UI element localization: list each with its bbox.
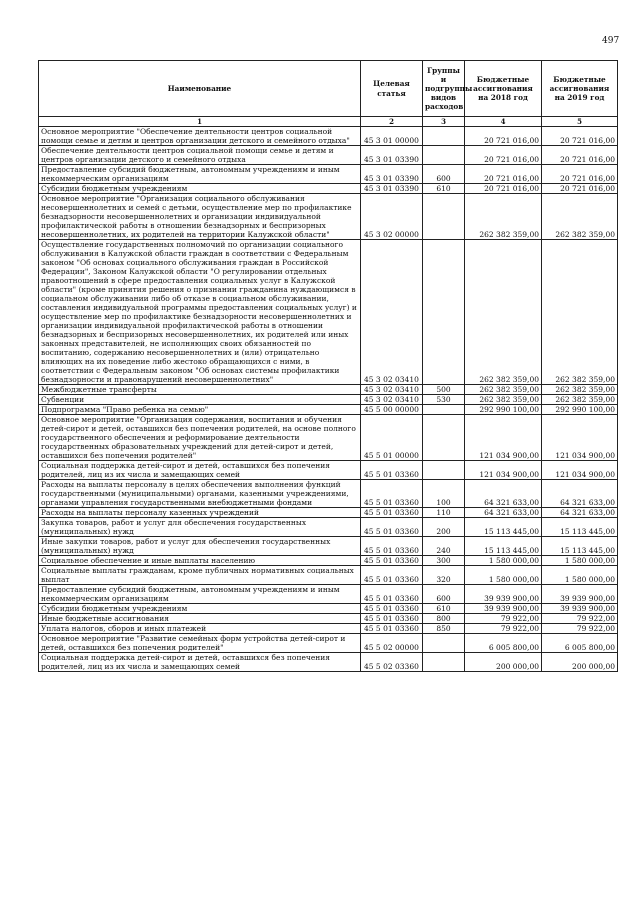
row-amount-2019: 262 382 359,00 <box>542 194 618 240</box>
header-2019: Бюджетные ассигнования на 2019 год <box>542 61 618 117</box>
row-amount-2018: 262 382 359,00 <box>465 240 542 385</box>
row-amount-2018: 20 721 016,00 <box>465 165 542 184</box>
header-row <box>39 61 618 117</box>
row-expense-group: 100 <box>423 480 465 508</box>
row-expense-group: 610 <box>423 184 465 194</box>
row-amount-2019: 20 721 016,00 <box>542 165 618 184</box>
row-target-code: 45 3 01 03390 <box>361 146 423 165</box>
row-expense-group <box>423 240 465 385</box>
table-row <box>39 395 618 405</box>
table-row <box>39 405 618 415</box>
row-target-code: 45 5 01 03360 <box>361 518 423 537</box>
row-name: Социальное обеспечение и иные выплаты населению <box>39 556 361 566</box>
budget-table <box>38 60 618 672</box>
row-name: Предоставление субсидий бюджетным, автономным учреждениям и иным некоммерческим организациям <box>39 585 361 604</box>
table-row <box>39 184 618 194</box>
row-amount-2019: 1 580 000,00 <box>542 556 618 566</box>
row-target-code: 45 3 02 03410 <box>361 385 423 395</box>
row-name: Иные бюджетные ассигнования <box>39 614 361 624</box>
column-number-row <box>39 117 618 127</box>
row-target-code: 45 5 02 00000 <box>361 634 423 653</box>
row-name: Социальная поддержка детей-сирот и детей, оставшихся без попечения родителей, лиц из их числа и замещающих семей <box>39 461 361 480</box>
row-name: Основное мероприятие "Развитие семейных форм устройства детей-сирот и детей, оставшихся без попечения родителей" <box>39 634 361 653</box>
row-target-code: 45 3 01 00000 <box>361 127 423 146</box>
row-target-code: 45 5 01 03360 <box>361 480 423 508</box>
row-amount-2019: 20 721 016,00 <box>542 127 618 146</box>
row-target-code: 45 5 01 03360 <box>361 537 423 556</box>
table-row <box>39 240 618 385</box>
row-amount-2019: 262 382 359,00 <box>542 395 618 405</box>
row-amount-2019: 292 990 100,00 <box>542 405 618 415</box>
row-name: Уплата налогов, сборов и иных платежей <box>39 624 361 634</box>
row-expense-group <box>423 653 465 672</box>
table-row <box>39 604 618 614</box>
row-amount-2018: 39 939 900,00 <box>465 585 542 604</box>
row-amount-2019: 121 034 900,00 <box>542 461 618 480</box>
table-row <box>39 556 618 566</box>
row-target-code: 45 5 00 00000 <box>361 405 423 415</box>
row-target-code: 45 3 02 00000 <box>361 194 423 240</box>
row-target-code: 45 5 01 03360 <box>361 566 423 585</box>
row-expense-group: 610 <box>423 604 465 614</box>
row-name: Субвенции <box>39 395 361 405</box>
row-amount-2019: 262 382 359,00 <box>542 385 618 395</box>
row-amount-2018: 262 382 359,00 <box>465 385 542 395</box>
row-amount-2018: 20 721 016,00 <box>465 184 542 194</box>
row-target-code: 45 5 01 03360 <box>361 585 423 604</box>
column-number: 4 <box>465 117 542 127</box>
row-amount-2019: 79 922,00 <box>542 614 618 624</box>
row-target-code: 45 3 02 03410 <box>361 240 423 385</box>
row-amount-2019: 6 005 800,00 <box>542 634 618 653</box>
row-name: Подпрограмма "Право ребенка на семью" <box>39 405 361 415</box>
table-row <box>39 537 618 556</box>
row-name: Социальные выплаты гражданам, кроме публичных нормативных социальных выплат <box>39 566 361 585</box>
row-expense-group: 320 <box>423 566 465 585</box>
row-amount-2018: 15 113 445,00 <box>465 518 542 537</box>
row-amount-2018: 39 939 900,00 <box>465 604 542 614</box>
row-target-code: 45 5 01 00000 <box>361 415 423 461</box>
row-expense-group: 850 <box>423 624 465 634</box>
row-target-code: 45 5 01 03360 <box>361 614 423 624</box>
table-row <box>39 194 618 240</box>
column-number: 3 <box>423 117 465 127</box>
table-row <box>39 634 618 653</box>
row-amount-2019: 262 382 359,00 <box>542 240 618 385</box>
row-amount-2019: 15 113 445,00 <box>542 537 618 556</box>
table-row <box>39 518 618 537</box>
row-expense-group: 300 <box>423 556 465 566</box>
table-row <box>39 624 618 634</box>
table-row <box>39 385 618 395</box>
row-name: Основное мероприятие "Обеспечение деятельности центров социальной помощи семье и детям и центров организации детского и семейного отдыха" <box>39 127 361 146</box>
row-amount-2018: 121 034 900,00 <box>465 415 542 461</box>
row-expense-group <box>423 415 465 461</box>
row-amount-2019: 20 721 016,00 <box>542 146 618 165</box>
row-amount-2019: 15 113 445,00 <box>542 518 618 537</box>
row-amount-2018: 15 113 445,00 <box>465 537 542 556</box>
column-number: 5 <box>542 117 618 127</box>
row-expense-group: 500 <box>423 385 465 395</box>
row-expense-group <box>423 461 465 480</box>
table-row <box>39 480 618 508</box>
row-name: Основное мероприятие "Организация содержания, воспитания и обучения детей-сирот и детей, оставшихся без попечения родителей, на основе полного государственного обеспечения и реформирование деятельности государственных образовательных учреждений для детей-сирот и детей, оставшихся без попечения родителей" <box>39 415 361 461</box>
row-amount-2018: 1 580 000,00 <box>465 566 542 585</box>
row-expense-group: 110 <box>423 508 465 518</box>
row-name: Социальная поддержка детей-сирот и детей, оставшихся без попечения родителей, лиц из их числа и замещающих семей <box>39 653 361 672</box>
row-target-code: 45 3 02 03410 <box>361 395 423 405</box>
row-amount-2018: 20 721 016,00 <box>465 127 542 146</box>
header-groups: Группы и подгруппы видов расходов <box>423 61 465 117</box>
row-amount-2019: 64 321 633,00 <box>542 480 618 508</box>
column-number: 1 <box>39 117 361 127</box>
row-name: Расходы на выплаты персоналу в целях обеспечения выполнения функций государственными (муниципальными) органами, казенными учреждениями, органами управления государственными внебюджетными фондами <box>39 480 361 508</box>
row-amount-2019: 1 580 000,00 <box>542 566 618 585</box>
row-expense-group: 600 <box>423 585 465 604</box>
row-name: Закупка товаров, работ и услуг для обеспечения государственных (муниципальных) нужд <box>39 518 361 537</box>
row-amount-2018: 64 321 633,00 <box>465 480 542 508</box>
row-expense-group <box>423 634 465 653</box>
table-row <box>39 585 618 604</box>
row-target-code: 45 3 01 03390 <box>361 184 423 194</box>
row-target-code: 45 5 01 03360 <box>361 624 423 634</box>
row-expense-group <box>423 146 465 165</box>
row-expense-group: 240 <box>423 537 465 556</box>
table-row <box>39 146 618 165</box>
row-target-code: 45 5 02 03360 <box>361 653 423 672</box>
row-amount-2018: 121 034 900,00 <box>465 461 542 480</box>
row-name: Межбюджетные трансферты <box>39 385 361 395</box>
table-row <box>39 127 618 146</box>
row-amount-2018: 262 382 359,00 <box>465 194 542 240</box>
row-target-code: 45 5 01 03360 <box>361 556 423 566</box>
table-row <box>39 415 618 461</box>
row-expense-group: 800 <box>423 614 465 624</box>
row-name: Иные закупки товаров, работ и услуг для обеспечения государственных (муниципальных) нужд <box>39 537 361 556</box>
row-expense-group: 600 <box>423 165 465 184</box>
table-row <box>39 653 618 672</box>
row-amount-2019: 79 922,00 <box>542 624 618 634</box>
row-amount-2019: 39 939 900,00 <box>542 585 618 604</box>
row-amount-2019: 121 034 900,00 <box>542 415 618 461</box>
row-amount-2019: 64 321 633,00 <box>542 508 618 518</box>
row-amount-2019: 200 000,00 <box>542 653 618 672</box>
table-row <box>39 566 618 585</box>
row-expense-group <box>423 194 465 240</box>
row-amount-2018: 20 721 016,00 <box>465 146 542 165</box>
row-name: Обеспечение деятельности центров социальной помощи семье и детям и центров организации детского и семейного отдыха <box>39 146 361 165</box>
row-amount-2018: 6 005 800,00 <box>465 634 542 653</box>
row-amount-2018: 262 382 359,00 <box>465 395 542 405</box>
table-row <box>39 165 618 184</box>
row-name: Субсидии бюджетным учреждениям <box>39 604 361 614</box>
row-expense-group: 200 <box>423 518 465 537</box>
table-row <box>39 461 618 480</box>
row-amount-2018: 79 922,00 <box>465 614 542 624</box>
table-row <box>39 508 618 518</box>
row-target-code: 45 5 01 03360 <box>361 604 423 614</box>
table-body <box>39 127 618 672</box>
header-name: Наименование <box>39 61 361 117</box>
row-amount-2018: 292 990 100,00 <box>465 405 542 415</box>
table-row <box>39 614 618 624</box>
row-expense-group <box>423 127 465 146</box>
row-amount-2018: 200 000,00 <box>465 653 542 672</box>
row-name: Предоставление субсидий бюджетным, автономным учреждениям и иным некоммерческим организациям <box>39 165 361 184</box>
row-expense-group <box>423 405 465 415</box>
row-name: Расходы на выплаты персоналу казенных учреждений <box>39 508 361 518</box>
header-2018: Бюджетные ассигнования на 2018 год <box>465 61 542 117</box>
page-number: 497 <box>602 36 620 46</box>
header-target: Целевая статья <box>361 61 423 117</box>
row-target-code: 45 3 01 03390 <box>361 165 423 184</box>
row-amount-2018: 79 922,00 <box>465 624 542 634</box>
column-number: 2 <box>361 117 423 127</box>
row-target-code: 45 5 01 03360 <box>361 461 423 480</box>
row-name: Основное мероприятие "Организация социального обслуживания несовершеннолетних и семей с детьми, осуществление мер по профилактике безнадзорности несовершеннолетних и организации индивидуальной профилактической работы в отношении безнадзорных и беспризорных несовершеннолетних, их родителей на территории Калужской области" <box>39 194 361 240</box>
row-amount-2018: 1 580 000,00 <box>465 556 542 566</box>
row-amount-2019: 39 939 900,00 <box>542 604 618 614</box>
row-name: Субсидии бюджетным учреждениям <box>39 184 361 194</box>
row-target-code: 45 5 01 03360 <box>361 508 423 518</box>
row-amount-2018: 64 321 633,00 <box>465 508 542 518</box>
row-name: Осуществление государственных полномочий по организации социального обслуживания в Калужской области граждан в соответствии с Федеральным законом "Об основах социального обслуживания граждан в Российской Федерации", Законом Калужской области "О регулировании отдельных правоотношений в сфере предоставления социальных услуг в Калужской области" (кроме принятия решения о признании гражданина нуждающимся в социальном обслуживании либо об отказе в социальном обслуживании, составления индивидуальной программы предоставления социальных услуг) и осуществление мер по профилактике безнадзорности несовершеннолетних и организации индивидуальной профилактической работы в отношении безнадзорных и беспризорных несовершеннолетних, их родителей или иных законных представителей, не исполняющих своих обязанностей по воспитанию, содержанию несовершеннолетних и (или) отрицательно влияющих на их поведение либо жестоко обращающихся с ними, в соответствии с Федеральным законом "Об основах системы профилактики безнадзорности и правонарушений несовершеннолетних" <box>39 240 361 385</box>
row-expense-group: 530 <box>423 395 465 405</box>
row-amount-2019: 20 721 016,00 <box>542 184 618 194</box>
